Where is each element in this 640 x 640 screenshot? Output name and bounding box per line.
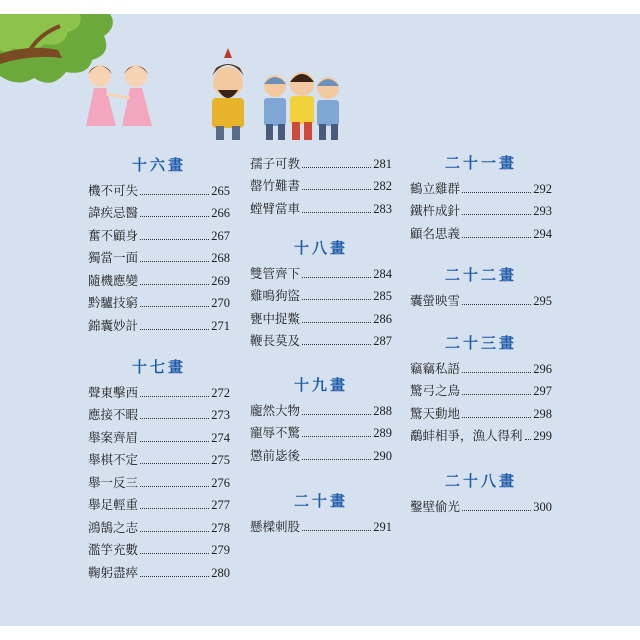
entry-title: 黔驢技窮 bbox=[88, 295, 139, 310]
entry-title: 懸樑刺股 bbox=[250, 518, 301, 534]
entry-page: 269 bbox=[211, 273, 230, 288]
leader-dots bbox=[302, 459, 371, 460]
entry-page: 278 bbox=[211, 520, 230, 535]
index-entry bbox=[88, 289, 230, 312]
entry-title: 雙管齊下 bbox=[250, 265, 301, 281]
index-entry bbox=[88, 311, 230, 334]
leader-dots bbox=[462, 237, 531, 238]
entry-title: 竊竊私語 bbox=[410, 360, 461, 376]
entry-title: 驚天動地 bbox=[410, 405, 461, 421]
entry-title: 寵辱不驚 bbox=[250, 425, 301, 440]
leader-dots bbox=[302, 189, 371, 190]
entry-title: 錦囊妙計 bbox=[88, 317, 139, 333]
section-heading: 十七畫 bbox=[131, 358, 186, 376]
entry-page: 281 bbox=[373, 156, 392, 171]
entry-page: 300 bbox=[533, 499, 552, 514]
index-entry bbox=[88, 423, 230, 446]
entry-page: 272 bbox=[211, 385, 230, 400]
entry-page: 290 bbox=[373, 448, 392, 463]
leader-dots bbox=[140, 531, 209, 532]
section-16-strokes bbox=[88, 154, 230, 334]
section-17-strokes-continued bbox=[250, 149, 392, 217]
leader-dots bbox=[140, 553, 209, 554]
entry-page: 277 bbox=[211, 498, 230, 512]
index-entry bbox=[410, 219, 552, 242]
section-heading: 二十三畫 bbox=[444, 334, 517, 352]
entry-title: 鑿壁偷光 bbox=[410, 498, 461, 514]
leader-dots bbox=[302, 344, 371, 345]
leader-dots bbox=[462, 214, 531, 215]
index-entry bbox=[88, 468, 230, 491]
index-entry bbox=[88, 513, 230, 536]
index-entry bbox=[410, 399, 552, 422]
section-20-strokes bbox=[250, 490, 392, 535]
entry-title: 鞭長莫及 bbox=[250, 333, 301, 348]
entry-title: 隨機應變 bbox=[88, 272, 139, 288]
entry-page: 284 bbox=[373, 266, 392, 281]
entry-page: 295 bbox=[533, 293, 552, 308]
section-22-strokes bbox=[410, 264, 552, 309]
entry-title: 顧名思義 bbox=[410, 225, 461, 241]
index-entry bbox=[410, 354, 552, 377]
entry-page: 271 bbox=[211, 318, 230, 333]
group-illustration bbox=[264, 72, 339, 140]
index-entry bbox=[410, 492, 552, 515]
entry-title: 鴻鵠之志 bbox=[88, 519, 139, 535]
index-entry bbox=[250, 512, 392, 535]
leader-dots bbox=[302, 277, 371, 278]
entry-page: 283 bbox=[373, 201, 392, 216]
section-heading: 二十一畫 bbox=[444, 154, 517, 172]
entry-title: 雞鳴狗盜 bbox=[250, 288, 301, 303]
section-heading: 十六畫 bbox=[131, 156, 186, 174]
index-entry bbox=[250, 441, 392, 464]
entry-title: 鐵杵成針 bbox=[410, 203, 461, 218]
entry-page: 279 bbox=[211, 543, 230, 557]
index-page bbox=[0, 14, 640, 626]
leader-dots bbox=[462, 192, 531, 193]
leader-dots bbox=[302, 299, 371, 300]
index-entry bbox=[250, 304, 392, 327]
index-entry bbox=[410, 377, 552, 400]
entry-page: 298 bbox=[533, 406, 552, 421]
index-entry bbox=[250, 419, 392, 442]
index-entry bbox=[88, 558, 230, 581]
index-entry bbox=[410, 422, 552, 445]
leader-dots bbox=[302, 436, 371, 437]
index-entry bbox=[250, 194, 392, 217]
leader-dots bbox=[140, 306, 209, 307]
leader-dots bbox=[525, 439, 532, 440]
index-entry bbox=[250, 172, 392, 195]
entry-page: 291 bbox=[373, 519, 392, 534]
index-entry bbox=[410, 197, 552, 220]
leader-dots bbox=[140, 194, 209, 195]
header-illustration bbox=[0, 14, 640, 154]
entry-title: 舉足輕重 bbox=[88, 497, 139, 512]
entry-title: 囊螢映雪 bbox=[410, 292, 461, 308]
entry-page: 267 bbox=[211, 228, 230, 243]
entry-page: 282 bbox=[373, 179, 392, 193]
entry-page: 275 bbox=[211, 453, 230, 467]
index-entry bbox=[88, 401, 230, 424]
index-entry bbox=[410, 286, 552, 309]
index-entry bbox=[250, 327, 392, 350]
index-entry bbox=[250, 149, 392, 172]
leader-dots bbox=[140, 396, 209, 397]
entry-page: 266 bbox=[211, 206, 230, 220]
entry-title: 諱疾忌醫 bbox=[88, 205, 139, 220]
entry-title: 甕中捉鱉 bbox=[250, 310, 301, 326]
index-entry bbox=[410, 174, 552, 197]
index-entry bbox=[88, 176, 230, 199]
leader-dots bbox=[302, 212, 371, 213]
section-21-strokes bbox=[410, 152, 552, 242]
section-heading: 二十畫 bbox=[293, 492, 348, 510]
entry-title: 舉棋不定 bbox=[88, 452, 139, 467]
leader-dots bbox=[140, 463, 209, 464]
leader-dots bbox=[140, 576, 209, 577]
index-entry bbox=[88, 491, 230, 514]
entry-page: 287 bbox=[373, 334, 392, 348]
leader-dots bbox=[140, 261, 209, 262]
entry-title: 罄竹難書 bbox=[250, 178, 301, 193]
entry-title: 機不可失 bbox=[88, 182, 139, 198]
index-entry bbox=[88, 378, 230, 401]
entry-title: 應接不暇 bbox=[88, 407, 139, 422]
entry-title: 聲東擊西 bbox=[88, 384, 139, 400]
section-heading: 十九畫 bbox=[293, 376, 348, 394]
section-heading: 二十二畫 bbox=[444, 266, 517, 284]
leader-dots bbox=[140, 216, 209, 217]
entry-page: 294 bbox=[533, 226, 552, 241]
entry-page: 274 bbox=[211, 430, 230, 445]
entry-page: 293 bbox=[533, 204, 552, 218]
entry-title: 懲前毖後 bbox=[250, 447, 301, 463]
section-heading: 二十八畫 bbox=[444, 472, 517, 490]
entry-page: 299 bbox=[533, 429, 552, 443]
leader-dots bbox=[140, 418, 209, 419]
index-entry bbox=[88, 221, 230, 244]
section-18-strokes bbox=[250, 237, 392, 349]
leader-dots bbox=[140, 486, 209, 487]
index-entry bbox=[88, 446, 230, 469]
leader-dots bbox=[140, 329, 209, 330]
section-28-strokes bbox=[410, 470, 552, 515]
entry-page: 285 bbox=[373, 289, 392, 303]
entry-page: 265 bbox=[211, 183, 230, 198]
leader-dots bbox=[140, 508, 209, 509]
leader-dots bbox=[302, 322, 371, 323]
leader-dots bbox=[302, 530, 371, 531]
index-entry bbox=[250, 259, 392, 282]
entry-page: 286 bbox=[373, 311, 392, 326]
index-entry bbox=[88, 536, 230, 559]
entry-page: 280 bbox=[211, 565, 230, 580]
index-entry bbox=[88, 244, 230, 267]
leader-dots bbox=[302, 167, 371, 168]
dancing-girls-illustration bbox=[86, 65, 152, 126]
entry-title: 孺子可教 bbox=[250, 155, 301, 171]
entry-title: 濫竽充數 bbox=[88, 542, 139, 557]
entry-page: 270 bbox=[211, 296, 230, 310]
index-entry bbox=[250, 282, 392, 305]
leader-dots bbox=[462, 417, 531, 418]
entry-title: 鞠躬盡瘁 bbox=[88, 564, 139, 580]
entry-page: 297 bbox=[533, 384, 552, 398]
entry-page: 292 bbox=[533, 181, 552, 196]
entry-title: 驚弓之鳥 bbox=[410, 383, 461, 398]
leader-dots bbox=[462, 510, 531, 511]
section-19-strokes bbox=[250, 374, 392, 464]
entry-page: 288 bbox=[373, 403, 392, 418]
leader-dots bbox=[140, 284, 209, 285]
index-entry bbox=[88, 199, 230, 222]
entry-title: 鶴立雞群 bbox=[410, 180, 461, 196]
entry-title: 鷸蚌相爭，漁人得利 bbox=[410, 428, 523, 443]
entry-title: 獨當一面 bbox=[88, 250, 139, 265]
leader-dots bbox=[140, 441, 209, 442]
index-entry bbox=[88, 266, 230, 289]
entry-page: 268 bbox=[211, 251, 230, 265]
leader-dots bbox=[462, 304, 531, 305]
entry-title: 螳臂當車 bbox=[250, 200, 301, 216]
section-23-strokes bbox=[410, 332, 552, 444]
entry-page: 273 bbox=[211, 408, 230, 422]
entry-page: 276 bbox=[211, 475, 230, 490]
section-heading: 十八畫 bbox=[293, 239, 348, 257]
entry-title: 舉案齊眉 bbox=[88, 429, 139, 445]
entry-title: 舉一反三 bbox=[88, 474, 139, 490]
leader-dots bbox=[140, 239, 209, 240]
index-entry bbox=[250, 396, 392, 419]
general-illustration bbox=[212, 48, 244, 140]
section-17-strokes bbox=[88, 356, 230, 581]
entry-page: 296 bbox=[533, 361, 552, 376]
leader-dots bbox=[462, 394, 531, 395]
entry-title: 龐然大物 bbox=[250, 402, 301, 418]
leader-dots bbox=[302, 414, 371, 415]
entry-page: 289 bbox=[373, 426, 392, 440]
leader-dots bbox=[462, 372, 531, 373]
entry-title: 奮不顧身 bbox=[88, 227, 139, 243]
